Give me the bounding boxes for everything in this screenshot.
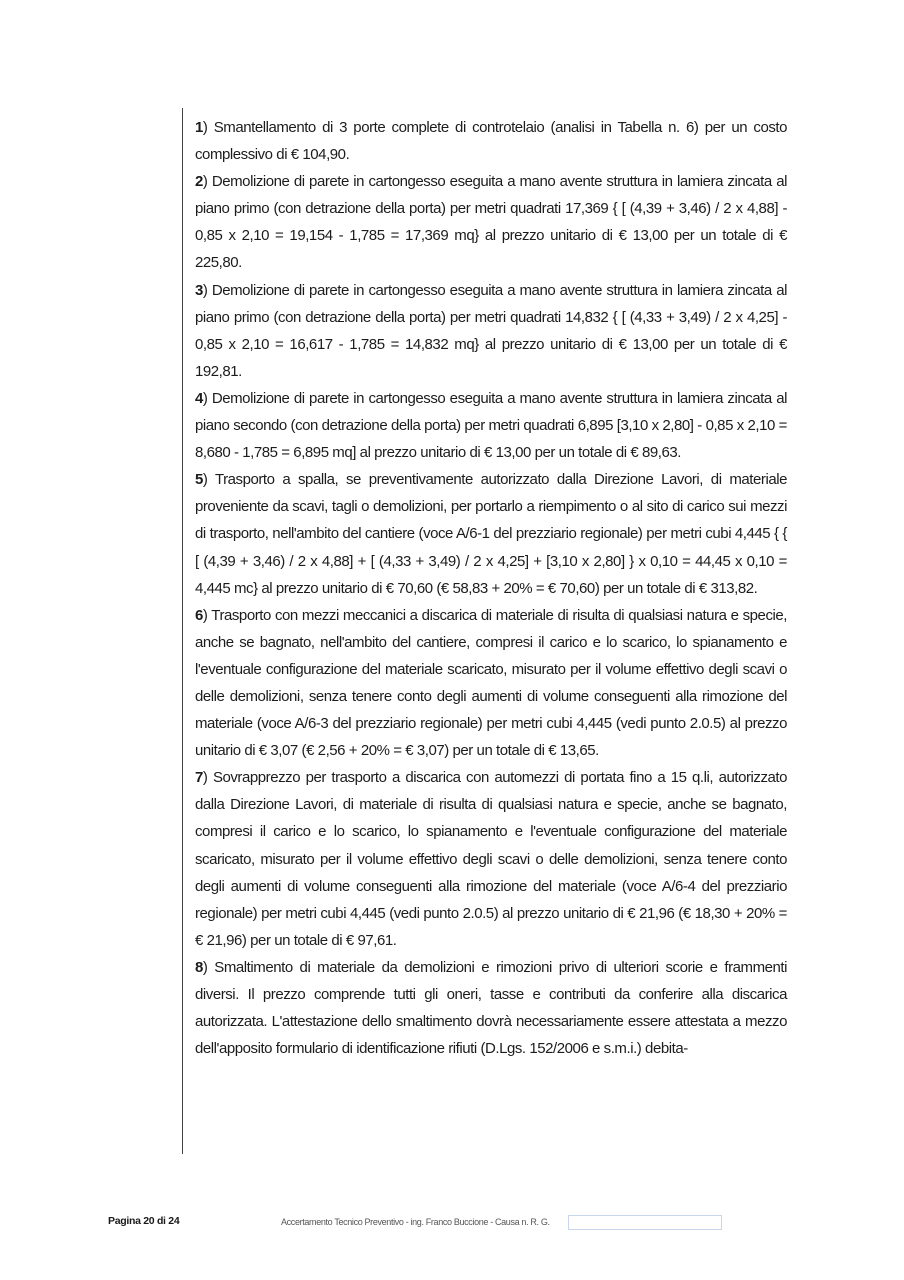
body-text <box>195 114 787 1062</box>
paragraph-2 <box>195 168 787 276</box>
paragraph-4 <box>195 385 787 466</box>
paragraph-5 <box>195 466 787 601</box>
paragraph-text: ) Demolizione di parete in cartongesso eseguita a mano avente struttura in lamiera zincata al piano primo (con detrazione della porta) per metri quadrati 14,832 { [ (4,33 + 3,49) / 2 x 4,25] - 0,85 x 2,10 = 16,617 - 1,785 = 14,832 mq} al prezzo unitario di € 13,00 per un totale di € 192,81. <box>195 281 787 380</box>
paragraph-text: ) Demolizione di parete in cartongesso eseguita a mano avente struttura in lamiera zincata al piano primo (con detrazione della porta) per metri quadrati 17,369 { [ (4,39 + 3,46) / 2 x 4,88] - 0,85 x 2,10 = 19,154 - 1,785 = 17,369 mq} al prezzo unitario di € 13,00 per un totale di € 225,80. <box>195 173 787 272</box>
paragraph-number: 1 <box>195 119 203 136</box>
footer-page-number: Pagina 20 di 24 <box>108 1215 180 1227</box>
paragraph-number: 4 <box>195 389 203 407</box>
footer-case-number-field <box>568 1215 722 1230</box>
paragraph-number: 5 <box>195 471 203 489</box>
footer-document-title: Accertamento Tecnico Preventivo - ing. Franco Buccione - Causa n. R. G. <box>281 1217 550 1227</box>
paragraph-text: ) Trasporto con mezzi meccanici a discarica di materiale di risulta di qualsiasi natura e specie, anche se bagnato, nell'ambito del cantiere, compresi il carico e lo scarico, lo spianamento e l'eventuale configurazione del materiale scaricato, misurato per il volume effettivo degli scavi o delle demolizioni, senza tenere conto degli aumenti di volume conseguenti alla rimozione del materiale (voce A/6-3 del prezziario regionale) per metri cubi 4,445 (vedi punto 2.0.5) al prezzo unitario di € 3,07 (€ 2,56 + 20% = € 3,07) per un totale di € 13,65. <box>195 606 787 760</box>
paragraph-number: 7 <box>195 769 203 787</box>
paragraph-text: ) Smaltimento di materiale da demolizioni e rimozioni privo di ulteriori scorie e frammenti diversi. Il prezzo comprende tutti gli oneri, tasse e contributi da conferire alla discarica autorizzata. L'attestazione dello smaltimento dovrà necessariamente essere attestata a mezzo dell'apposito formulario di identificazione rifiuti (D.Lgs. 152/2006 e s.m.i.) debita- <box>195 958 787 1058</box>
paragraph-number: 2 <box>195 173 203 191</box>
left-margin-rule <box>182 108 183 1154</box>
paragraph-3 <box>195 277 787 385</box>
paragraph-number: 6 <box>195 606 203 624</box>
paragraph-text: ) Demolizione di parete in cartongesso eseguita a mano avente struttura in lamiera zincata al piano secondo (con detrazione della porta) per metri quadrati 6,895 [3,10 x 2,80] - 0,85 x 2,10 = 8,680 - 1,785 = 6,895 mq] al prezzo unitario di € 13,00 per un totale di € 89,63. <box>195 389 787 462</box>
paragraph-1 <box>195 114 787 168</box>
paragraph-number: 8 <box>195 958 203 976</box>
paragraph-number: 3 <box>195 281 203 299</box>
paragraph-7 <box>195 764 787 954</box>
paragraph-6 <box>195 602 787 765</box>
paragraph-text: ) Trasporto a spalla, se preventivamente autorizzato dalla Direzione Lavori, di materiale proveniente da scavi, tagli o demolizioni, per portarlo a riempimento o al sito di carico sui mezzi di trasporto, nell'ambito del cantiere (voce A/6-1 del prezziario regionale) per metri cubi 4,445 { { [ (4,39 + 3,46) / 2 x 4,88] + [ (4,33 + 3,49) / 2 x 4,25] + [3,10 x 2,80] } x 0,10 = 44,45 x 0,10 = 4,445 mc} al prezzo unitario di € 70,60 (€ 58,83 + 20% = € 70,60) per un totale di € 313,82. <box>195 471 787 597</box>
paragraph-text: ) Sovrapprezzo per trasporto a discarica con automezzi di portata fino a 15 q.li, autorizzato dalla Direzione Lavori, di materiale di risulta di qualsiasi natura e specie, anche se bagnato, compresi il carico e lo scarico, lo spianamento e l'eventuale configurazione del materiale scaricato, misurato per il volume effettivo degli scavi o delle demolizioni, senza tenere conto degli aumenti di volume conseguenti alla rimozione del materiale (voce A/6-4 del prezziario regionale) per metri cubi 4,445 (vedi punto 2.0.5) al prezzo unitario di € 21,96 (€ 18,30 + 20% = € 21,96) per un totale di € 97,61. <box>195 769 787 949</box>
paragraph-text: ) Smantellamento di 3 porte complete di controtelaio (analisi in Tabella n. 6) per un costo complessivo di € 104,90. <box>195 119 787 164</box>
paragraph-8 <box>195 954 787 1062</box>
